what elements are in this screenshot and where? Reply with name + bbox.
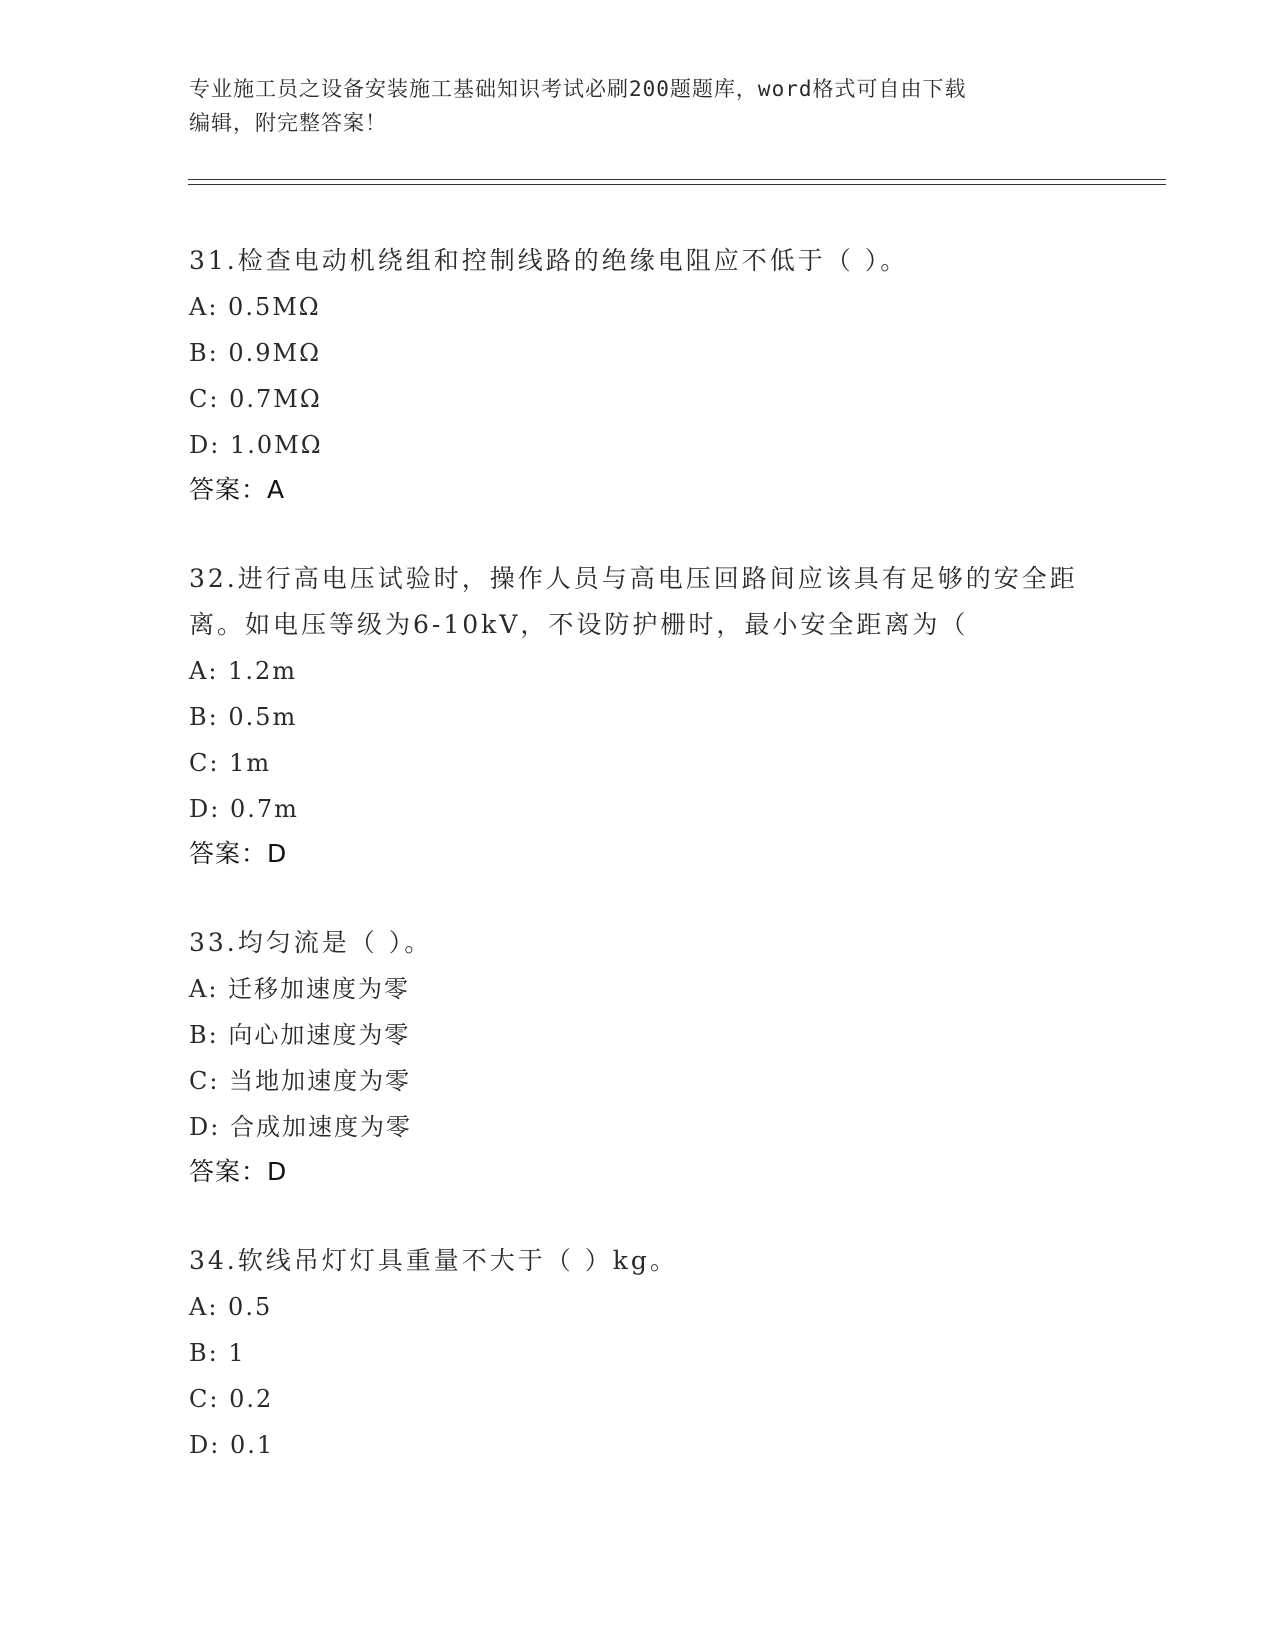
option-c: C: 0.2 (189, 1385, 274, 1413)
option-a: A: 0.5MΩ (189, 293, 321, 321)
question-stem: 34.软线吊灯灯具重量不大于（ ）kg。 (189, 1246, 678, 1275)
question-34 (189, 1238, 1089, 1468)
option-c: C: 1m (189, 749, 272, 777)
option-c: C: 0.7MΩ (189, 385, 322, 413)
option-d: D: 0.1 (189, 1431, 275, 1459)
document-header (189, 72, 1089, 140)
question-stem: 32.进行高电压试验时，操作人员与高电压回路间应该具有足够的安全距离。如电压等级为6-10kV，不设防护栅时，最小安全距离为（ (189, 564, 1078, 639)
header-line-2: 编辑，附完整答案！ (189, 111, 387, 135)
option-d: D: 0.7m (189, 795, 299, 823)
option-c: C: 当地加速度为零 (189, 1067, 412, 1095)
option-b: B: 1 (189, 1339, 246, 1367)
header-divider-bottom (188, 184, 1166, 185)
option-b: B: 0.5m (189, 703, 298, 731)
option-d: D: 合成加速度为零 (189, 1113, 412, 1141)
option-a: A: 0.5 (189, 1293, 273, 1321)
option-a: A: 1.2m (189, 657, 297, 685)
option-a: A: 迁移加速度为零 (189, 975, 411, 1003)
question-31 (189, 238, 1089, 512)
answer-line: 答案：D (189, 1157, 288, 1186)
question-list (189, 238, 1089, 1512)
answer-line: 答案：A (189, 475, 286, 504)
question-33 (189, 920, 1089, 1194)
option-d: D: 1.0MΩ (189, 431, 323, 459)
option-b: B: 向心加速度为零 (189, 1021, 411, 1049)
header-divider-top (188, 179, 1166, 180)
option-b: B: 0.9MΩ (189, 339, 321, 367)
question-32 (189, 556, 1089, 876)
answer-line: 答案：D (189, 839, 288, 868)
header-line-1: 专业施工员之设备安装施工基础知识考试必刷200题题库，word格式可自由下载 (189, 77, 967, 101)
question-stem: 31.检查电动机绕组和控制线路的绝缘电阻应不低于（ ）。 (189, 246, 909, 275)
question-stem: 33.均匀流是（ ）。 (189, 928, 433, 957)
